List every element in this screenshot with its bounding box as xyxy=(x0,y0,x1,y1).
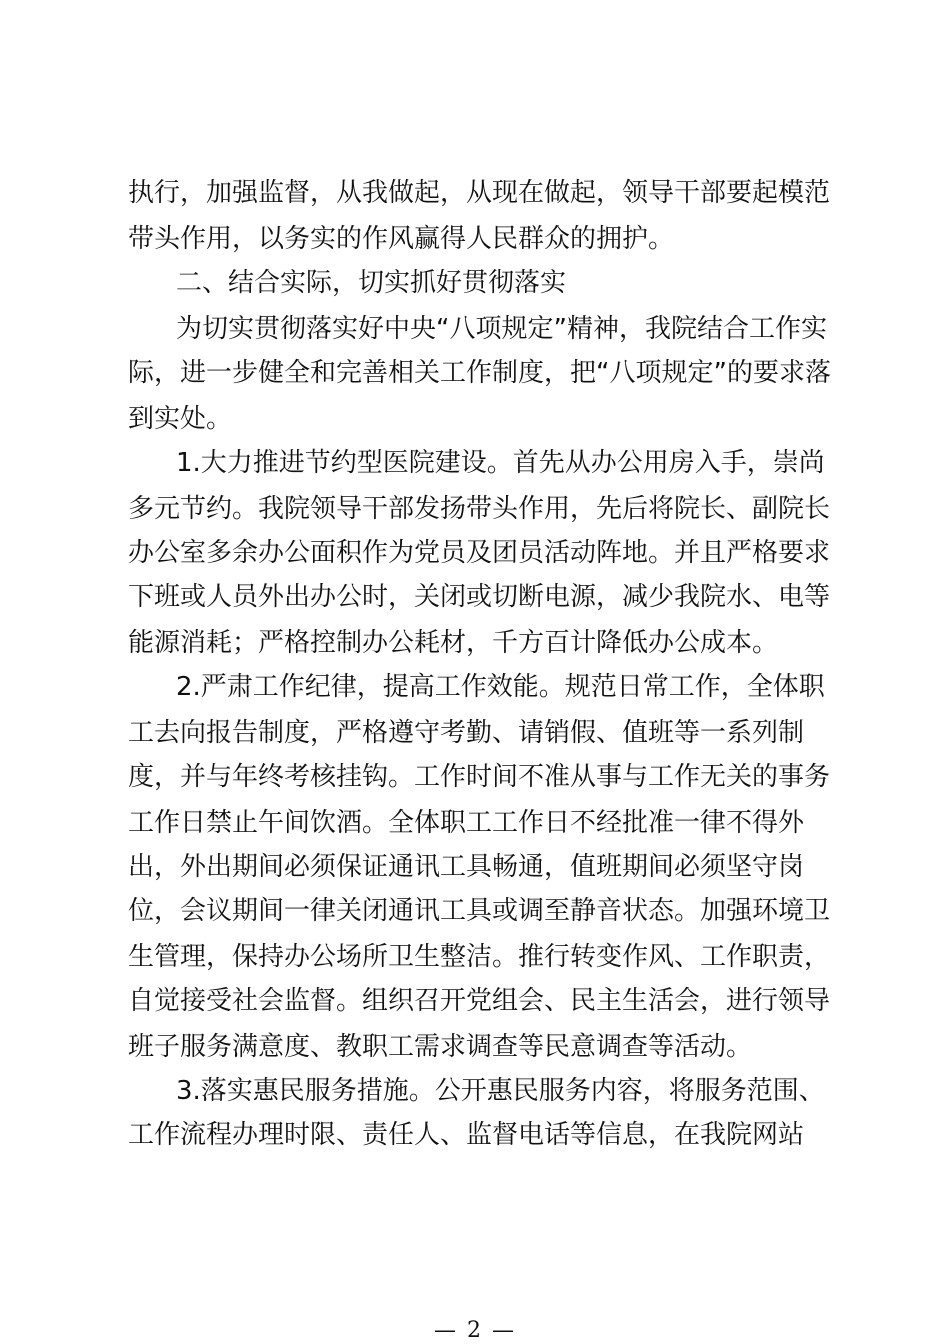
text-line: 工作日禁止午间饮酒。全体职工工作日不经批准一律不得外 xyxy=(128,808,805,838)
text-line: 带头作用，以务实的作风赢得人民群众的拥护。 xyxy=(128,224,675,254)
text-line: 工去向报告制度，严格遵守考勤、请销假、值班等一系列制 xyxy=(128,718,805,748)
text-line: 为切实贯彻落实好中央“八项规定”精神，我院结合工作实 xyxy=(176,314,827,344)
text-line: 班子服务满意度、教职工需求调查等民意调查等活动。 xyxy=(128,1032,753,1062)
text-line: 2.严肃工作纪律，提高工作效能。规范日常工作，全体职 xyxy=(176,672,825,702)
text-line: 出，外出期间必须保证通讯工具畅通，值班期间必须坚守岗 xyxy=(128,852,805,882)
text-line: 执行，加强监督，从我做起，从现在做起，领导干部要起模范 xyxy=(128,178,831,208)
page-number: — 2 — xyxy=(434,1318,516,1343)
text-line: 多元节约。我院领导干部发扬带头作用，先后将院长、副院长 xyxy=(128,494,831,524)
text-line: 3.落实惠民服务措施。公开惠民服务内容，将服务范围、 xyxy=(176,1076,825,1106)
text-line: 度，并与年终考核挂钩。工作时间不准从事与工作无关的事务 xyxy=(128,762,831,792)
section-heading: 二、结合实际，切实抓好贯彻落实 xyxy=(176,268,567,298)
text-line: 工作流程办理时限、责任人、监督电话等信息，在我院网站 xyxy=(128,1120,805,1150)
text-line: 位，会议期间一律关闭通讯工具或调至静音状态。加强环境卫 xyxy=(128,896,831,926)
text-line: 下班或人员外出办公时，关闭或切断电源，减少我院水、电等 xyxy=(128,582,831,612)
text-line: 自觉接受社会监督。组织召开党组会、民主生活会，进行领导 xyxy=(128,986,831,1016)
text-line: 生管理，保持办公场所卫生整洁。推行转变作风、工作职责， xyxy=(128,942,831,972)
text-line: 办公室多余办公面积作为党员及团员活动阵地。并且严格要求 xyxy=(128,538,831,568)
text-line: 际，进一步健全和完善相关工作制度，把“八项规定”的要求落 xyxy=(128,358,831,388)
text-line: 1.大力推进节约型医院建设。首先从办公用房入手，崇尚 xyxy=(176,448,825,478)
text-line: 到实处。 xyxy=(128,404,233,434)
text-line: 能源消耗；严格控制办公耗材，千方百计降低办公成本。 xyxy=(128,628,779,658)
